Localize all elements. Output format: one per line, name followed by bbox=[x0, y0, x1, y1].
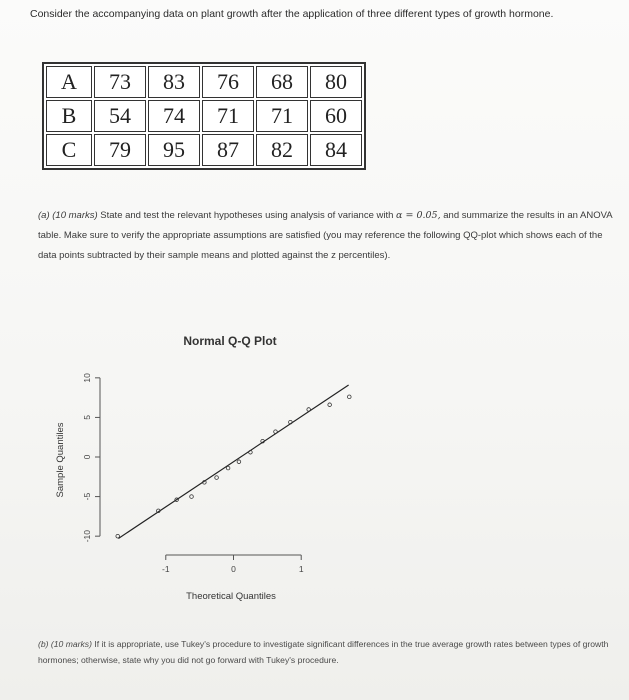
y-axis-label: Sample Quantiles bbox=[55, 422, 66, 498]
chart-axes bbox=[82, 373, 304, 574]
part-b-text bbox=[38, 636, 613, 668]
part-b-body: If it is appropriate, use Tukey's procedure to investigate significant differences in the true average growth rates between types of growth hormones; otherwise, state why you did not go forward with Tukey's procedure. bbox=[38, 639, 609, 665]
x-axis-label: Theoretical Quantiles bbox=[186, 591, 276, 602]
table-cell: 76 bbox=[202, 66, 254, 98]
chart-title: Normal Q-Q Plot bbox=[183, 334, 277, 348]
y-tick-label: -5 bbox=[82, 492, 92, 501]
alpha-value: α = 0.05, bbox=[396, 210, 441, 221]
table-cell: 73 bbox=[94, 66, 146, 98]
qq-data-point bbox=[190, 495, 194, 499]
x-tick-label: -1 bbox=[162, 564, 170, 574]
y-tick-label: -10 bbox=[82, 530, 92, 543]
table-cell: 71 bbox=[202, 100, 254, 132]
qq-data-point bbox=[226, 466, 230, 470]
x-tick-label: 1 bbox=[298, 564, 304, 574]
table-cell: 84 bbox=[310, 134, 362, 166]
table-cell: 87 bbox=[202, 134, 254, 166]
part-a-text-1: State and test the relevant hypotheses using analysis of variance with bbox=[100, 210, 394, 221]
qq-data-point bbox=[274, 430, 278, 434]
row-label: C bbox=[46, 134, 92, 166]
table-cell: 68 bbox=[256, 66, 308, 98]
part-a-text-2: and summarize the results in an ANOVA table. Make sure to verify the appropriate assumptions are satisfied (you may reference the following QQ-plot which shows each of the data points subtracted by their sample means and plotted against the z percentiles). bbox=[38, 210, 613, 261]
table-cell: 71 bbox=[256, 100, 308, 132]
reference-line bbox=[118, 385, 348, 538]
table-cell: 95 bbox=[148, 134, 200, 166]
qq-data-point bbox=[116, 534, 120, 538]
y-tick-label: 0 bbox=[82, 454, 92, 460]
qq-data-point bbox=[347, 395, 351, 399]
part-b-marks: (b) (10 marks) bbox=[38, 639, 92, 649]
qq-data-point bbox=[328, 403, 332, 407]
qq-reference-line bbox=[118, 385, 348, 538]
y-tick-label: 5 bbox=[82, 415, 92, 420]
table-cell: 79 bbox=[94, 134, 146, 166]
question-intro: Consider the accompanying data on plant growth after the application of three different types of growth hormone. bbox=[30, 8, 554, 20]
part-a-marks: (a) (10 marks) bbox=[38, 210, 98, 221]
y-tick-label: 10 bbox=[82, 373, 92, 383]
table-cell: 80 bbox=[310, 66, 362, 98]
qq-data-point bbox=[237, 460, 241, 464]
row-label: A bbox=[46, 66, 92, 98]
qq-data-point bbox=[307, 408, 311, 412]
table-cell: 54 bbox=[94, 100, 146, 132]
qq-data-point bbox=[215, 476, 219, 480]
row-label: B bbox=[46, 100, 92, 132]
table-cell: 60 bbox=[310, 100, 362, 132]
table-cell: 83 bbox=[148, 66, 200, 98]
x-tick-label: 0 bbox=[231, 564, 236, 574]
table-cell: 82 bbox=[256, 134, 308, 166]
table-cell: 74 bbox=[148, 100, 200, 132]
